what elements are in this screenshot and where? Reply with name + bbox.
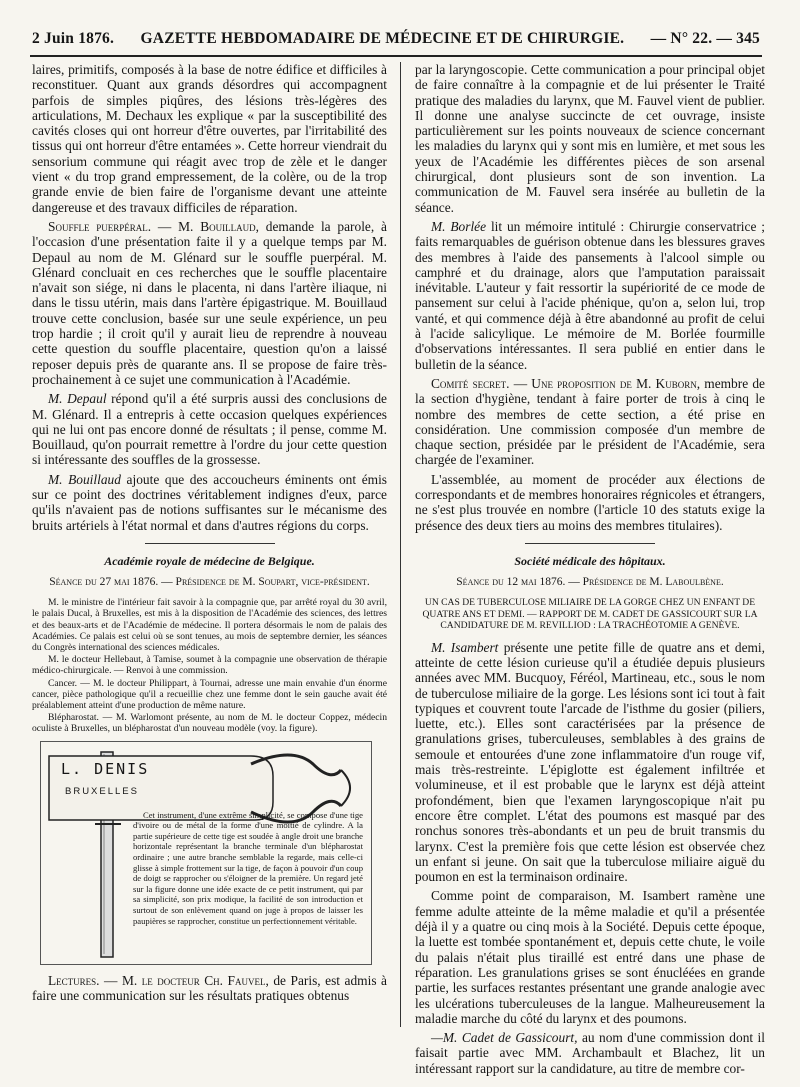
figure-brand: L. DENIS	[61, 759, 150, 778]
session-heading: Séance du 12 mai 1876. — Présidence de M. Laboulbène.	[456, 576, 724, 589]
session-heading: Séance du 27 mai 1876. — Présidence de M. Soupart, vice-président.	[49, 576, 370, 589]
paragraph-lead: M. Isambert	[431, 639, 499, 655]
issue-number: — N° 22. — 345	[650, 30, 760, 47]
paragraph: Comité secret. — Une proposition de M. Kuborn, membre de la section d'hygiène, tendant à faire porter de trois à cinq le nombre des membres de cette section, a été prise en considération. Une commission composée d'un membre de chaque section, présidée par le président de l'Académie, sera chargée de l'examiner.	[415, 375, 765, 468]
paragraph-lead: Comité secret. — Une proposition de M. Kuborn,	[431, 375, 701, 391]
blepharostat-figure	[40, 741, 372, 965]
session-item: Cancer. — M. le docteur Philippart, à Tournai, adresse une main envahie d'un énorme cancer, pièce pathologique qu'il a recueillie chez une femme dont le sein gauche avait été préalablement atteint d'une production de même nature.	[32, 677, 387, 712]
paragraph-lead: Lectures. — M. le docteur Ch. Fauvel,	[48, 972, 269, 988]
section-title: Société médicale des hôpitaux.	[514, 553, 666, 568]
paragraph: M. Bouillaud ajoute que des accoucheurs éminents ont émis sur ce point des doctrines véritablement indignes d'eux, parce qu'ils n'avaient pas de notions suffisantes sur le mécanisme des bruits artériels à l'état normal et dans d'autres régions du corps.	[32, 471, 387, 533]
paragraph: M. Borlée lit un mémoire intitulé : Chirurgie conservatrice ; faits remarquables de guérison obtenue dans les blessures graves des membres à l'aide des pansements à l'alcool simple ou camphré et du drainage, alors que l'amputation paraissait inévitable. L'auteur y fait ressortir la supériorité de ce mode de pansement sur celui à l'acide phénique, qu'on a, selon lui, trop vanté, et qui commence déjà à être abandonné au profit de celui à l'acide salicylique. Le mémoire de M. Borlée fourmille d'observations intéressantes. Il sera publié en entier dans le bulletin de la séance.	[415, 218, 766, 372]
paragraph: Comme point de comparaison, M. Isambert ramène une femme adulte atteinte de la même maladie et qu'il a présentée déjà il y a quatre ou cinq mois à la Société. Depuis cette époque, la luette est tombée spontanément et, depuis cette chute, le voile du palais n'était plus tiraillé est entré dans une phase de réparation. Les granulations grises se sont énucléées en grande partie, les surfaces restantes présentant une grande analogie avec les ulcérations tuberculeuses de la langue. Malheureusement la maladie marche du côté du larynx et des poumons.	[415, 888, 765, 1026]
paragraph: Souffle puerpéral. — M. Bouillaud, demande la parole, à l'occasion d'une présentation faite il y a quelque temps par M. Depaul au nom de M. Glénard sur le souffle puerpéral. M. Glénard concluait en ces recherches que le souffle placentaire n'avait son siége, ni dans le placenta, ni dans l'artère iliaque, ni dans le tissu utérin, mais dans l'artère épigastrique. M. Bouillaud trouve cette conclusion, basée sur une seule expérience, un peu trop hardie ; il croit qu'il y aurait lieu de reprendre à nouveau cette question du souffle placentaire, question qu'on a laissé reposer depuis près de quarante ans. Il se propose de faire très-prochainement à ce sujet une communication à l'Académie.	[32, 218, 387, 387]
section-title: Académie royale de médecine de Belgique.	[104, 553, 315, 568]
page-header	[32, 30, 760, 52]
journal-title: GAZETTE HEBDOMADAIRE DE MÉDECINE ET DE CHIRURGIE.	[140, 30, 625, 47]
paragraph: laires, primitifs, composés à la base de notre édifice et difficiles à reconstituer. Quant aux grands désordres qui accompagnent parfois de simples piqûres, des lésions très-légères des articulations, M. Dechaux les explique « par la susceptibilité des cavités closes qui ont horreur d'être ouvertes, par l'irritabilité des tissus qui ont horreur d'être entamées ». Cette horreur viendrait du sensorium commune qui réagit avec trop de zèle et le danger vient « du trop grand empressement, de la colère, ou de la trop grande envie de bien faire de l'organisme devant une atteinte dangereuse et des travaux difficiles de réparation.	[32, 62, 387, 215]
paragraph-lead: Souffle puerpéral. — M. Bouillaud,	[48, 218, 259, 234]
section-rule	[145, 543, 275, 544]
paragraph: par la laryngoscopie. Cette communication a pour principal objet de faire connaître à la compagnie et de lui présenter le Traité pratique des maladies du larynx, que M. Fauvel vient de publier. Il donne une analyse succincte de cet ouvrage, insiste particulièrement sur les points nouveaux de science concernant les maladies du larynx qui y sont mis en lumière, et met sous les yeux de l'Académie les différentes pièces de son arsenal chirurgical, dont plusieurs sont de son invention. La communication de M. Fauvel sera insérée au bulletin de la séance.	[415, 62, 765, 215]
session-item: M. le ministre de l'intérieur fait savoir à la compagnie que, par arrêté royal du 30 avril, le palais Ducal, à Bruxelles, est mis à la disposition de l'Académie des sciences, des lettres et des beaux-arts et de l'Académie de médecine. Il portera désormais le nom de palais des Académies. Ce palais est celui où se sont tenues, au mois de septembre dernier, les séances du Congrès international des sciences médicales.	[32, 597, 387, 654]
paragraph: L'assemblée, au moment de procéder aux élections de correspondants et de membres honoraires régnicoles et étrangers, ne s'est plus trouvée en nombre (l'article 10 des statuts exige la présence des deux tiers au moins des membres titulaires).	[415, 471, 765, 533]
paragraph-lead: M. Borlée	[431, 218, 487, 234]
column-divider	[400, 62, 401, 1027]
paragraph-lead: —M. Cadet de Gassicourt,	[431, 1030, 578, 1046]
figure-caption: Cet instrument, d'une extrême simplicité, se compose d'une tige d'ivoire ou de métal de la forme d'une moitié de cylindre. A la partie supérieure de cette tige est soudée à angle droit une branche horizontale représentant la branche terminale d'un blépharostat ordinaire ; une autre branche semblable la regarde, mais celle-ci glisse à simple frottement sur la tige, de façon à pouvoir d'un coup de doigt se rapprocher ou s'éloigner de la première. Un regard jeté sur la figure donne une idée exacte de ce petit instrument, qui par sa simplicité, son prix modique, la facilité de son introduction et surtout de son enlèvement quand on juge à propos de laisser les paupières se rapprocher, constitue un perfectionnement véritable.	[133, 809, 363, 926]
paragraph: M. Isambert présente une petite fille de quatre ans et demi, atteinte de cette lésion curieuse qu'il a étudiée depuis plusieurs années avec MM. Bucquoy, Féréol, Martineau, etc., sous le nom de tuberculose miliaire de la gorge. Les lésions sont ici tout à fait typiques et couvrent toute l'arcade de l'isthme du gosier (piliers, luette, etc.). Elles sont caractérisées par la présence de granulations grises, tuberculeuses, semblables à des grains de semoule et entourées d'une zone inflammatoire d'un rouge vif, mais très-restreinte. L'épiglotte est également infiltrée et volumineuse, et il est probable que le larynx est déjà atteint profondément, bien que l'examen laryngoscopique n'ait pu encore être complet. L'état des poumons est masqué par des ronchus sonores très-abondants et un peu de bruit transmis du larynx. C'est la première fois que cette lésion est observée chez un enfant si jeune. On sait que la tuberculose miliaire aiguë du poumon en est la terminaison ordinaire.	[415, 639, 765, 885]
section-rule	[525, 543, 655, 544]
session-item: M. le docteur Hellebaut, à Tamise, soumet à la compagnie une observation de thérapie médico-chirurgicale. — Renvoi à une commission.	[32, 654, 387, 677]
header-date: 2 Juin 1876.	[32, 30, 115, 47]
figure-city: BRUXELLES	[65, 785, 139, 797]
session-topics: UN CAS DE TUBERCULOSE MILIAIRE DE LA GORGE CHEZ UN ENFANT DE QUATRE ANS ET DEMI. — RAPPORT DE M. CADET DE GASSICOURT SUR LA CANDIDATURE DE M. REVILLIOD : LA TRACHÉOTOMIE A GENÈVE.	[422, 597, 758, 632]
paragraph-lead: M. Bouillaud	[48, 471, 121, 487]
paragraph: Lectures. — M. le docteur Ch. Fauvel, de Paris, est admis à faire une communication sur les résultats pratiques obtenus	[32, 972, 387, 1003]
right-column	[415, 62, 766, 1076]
paragraph: M. Depaul répond qu'il a été surpris aussi des conclusions de M. Glénard. Il a entrepris à cette occasion quelques expériences qui ne lui ont pas encore donné de résultats ; il pense, comme M. Bouillaud, qu'on pourrait remettre à l'ordre du jour cette question si intéressante des souffles de la grossesse.	[32, 391, 387, 468]
paragraph: —M. Cadet de Gassicourt, au nom d'une commission dont il faisait partie avec MM. Archambault et Blachez, lit un intéressant rapport sur la candidature, au titre de membre cor-	[415, 1030, 765, 1076]
paragraph-lead: M. Depaul	[48, 391, 107, 407]
left-column	[32, 62, 387, 1067]
header-rule	[30, 55, 762, 57]
session-item: Blépharostat. — M. Warlomont présente, au nom de M. le docteur Coppez, médecin oculiste à Bruxelles, un blépharostat d'un nouveau modèle (voy. la figure).	[32, 712, 387, 735]
